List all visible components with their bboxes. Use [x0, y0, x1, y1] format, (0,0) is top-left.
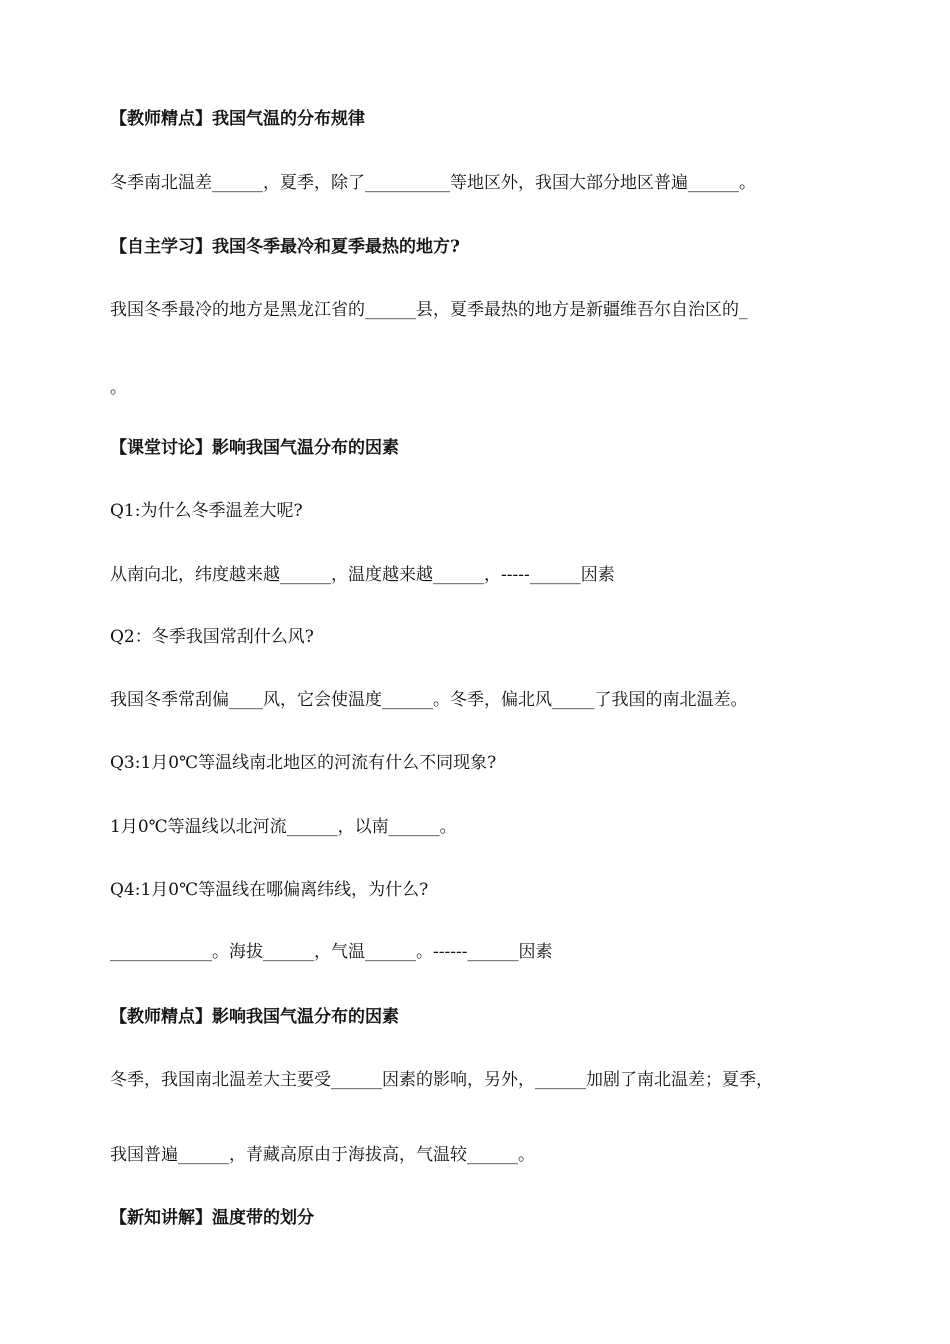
- heading-teacher-points-temperature-distribution: 【教师精点】我国气温的分布规律: [110, 109, 365, 129]
- question-q2: Q2：冬季我国常刮什么风?: [110, 627, 314, 647]
- answer-q2: 我国冬季常刮偏____风，它会使温度______。冬季，偏北风_____了我国的南北温差。: [110, 690, 748, 710]
- heading-class-discussion-factors: 【课堂讨论】影响我国气温分布的因素: [110, 438, 399, 458]
- text-coldest-hottest-end: 。: [110, 378, 127, 398]
- answer-q3: 1月0℃等温线以北河流______，以南______。: [110, 817, 457, 837]
- heading-new-knowledge-temperature-zones: 【新知讲解】温度带的划分: [110, 1208, 314, 1228]
- answer-q1: 从南向北，纬度越来越______，温度越来越______，-----______因素: [110, 565, 615, 585]
- question-q4: Q4:1月0℃等温线在哪偏离纬线，为什么?: [110, 880, 429, 900]
- answer-q4: ____________。海拔______，气温______。------______因素: [110, 942, 553, 962]
- question-q3: Q3:1月0℃等温线南北地区的河流有什么不同现象?: [110, 753, 497, 773]
- text-factors-line-2: 我国普遍______，青藏高原由于海拔高，气温较______。: [110, 1145, 535, 1165]
- text-factors-line-1: 冬季，我国南北温差大主要受______因素的影响，另外，______加剧了南北温差；夏季，: [110, 1070, 773, 1090]
- text-coldest-hottest-places: 我国冬季最冷的地方是黑龙江省的______县，夏季最热的地方是新疆维吾尔自治区的_: [110, 300, 748, 320]
- heading-self-study-coldest-hottest: 【自主学习】我国冬季最冷和夏季最热的地方?: [110, 237, 460, 257]
- question-q1: Q1:为什么冬季温差大呢?: [110, 501, 303, 521]
- text-temperature-difference: 冬季南北温差______，夏季，除了__________等地区外，我国大部分地区普遍______。: [110, 173, 756, 193]
- heading-teacher-points-factors: 【教师精点】影响我国气温分布的因素: [110, 1007, 399, 1027]
